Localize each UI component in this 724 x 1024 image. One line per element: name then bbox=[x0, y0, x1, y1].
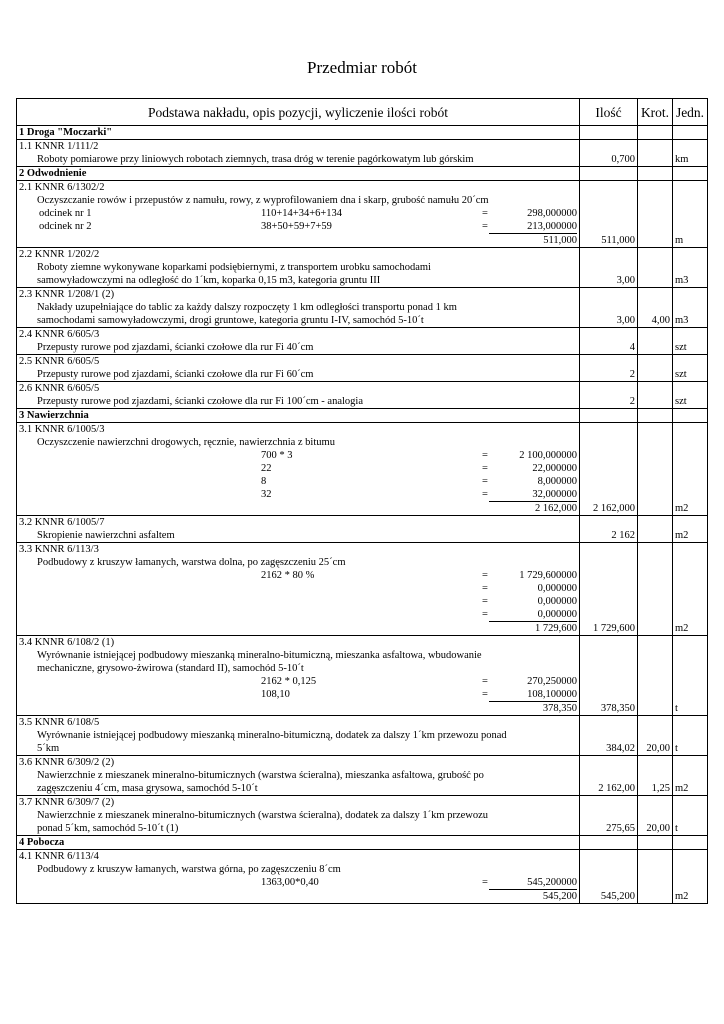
table-header bbox=[17, 99, 708, 126]
calc-row: 2162 * 0,125 = 270,250000 bbox=[261, 676, 577, 687]
position-desc: ponad 5´km, samochód 5-10´t (1) bbox=[17, 822, 580, 836]
position-code: 3.7 KNNR 6/309/7 (2) bbox=[17, 796, 580, 810]
position-code: 2.1 KNNR 6/1302/2 bbox=[17, 181, 580, 195]
position-desc: Skropienie nawierzchni asfaltem bbox=[17, 529, 580, 543]
position-unit: m2 bbox=[673, 889, 708, 904]
calc-row: odcinek nr 1 110+14+34+6+134 = 298,000000 bbox=[39, 208, 577, 219]
position-code: 3.6 KNNR 6/309/2 (2) bbox=[17, 756, 580, 770]
calc-row: 700 * 3 = 2 100,000000 bbox=[261, 450, 577, 461]
header-jedn: Jedn. bbox=[673, 99, 708, 126]
position-unit: m3 bbox=[673, 274, 708, 288]
calc-sum: 2 162,000 bbox=[489, 501, 577, 515]
position-qty: 275,65 bbox=[580, 822, 638, 836]
position-desc: Nakłady uzupełniające do tablic za każdy dalszy rozpoczęty 1 km odległości transportu ponad 1 km bbox=[17, 301, 580, 314]
page-title: Przedmiar robót bbox=[307, 58, 417, 77]
position-desc: Przepusty rurowe pod zjazdami, ścianki czołowe dla rur Fi 100´cm - analogia bbox=[17, 395, 580, 409]
position-unit: m2 bbox=[673, 501, 708, 516]
position-desc: zagęszczeniu 4´cm, masa grysowa, samochód 5-10´t bbox=[17, 782, 580, 796]
position-qty: 2 162,000 bbox=[580, 501, 638, 516]
position-unit: szt bbox=[673, 341, 708, 355]
calc-row: = 0,000000 bbox=[482, 596, 577, 607]
calc-row: 22 = 22,000000 bbox=[261, 463, 577, 474]
position-desc: Podbudowy z kruszyw łamanych, warstwa górna, po zagęszczeniu 8´cm bbox=[17, 863, 580, 876]
position-desc: Oczyszczenie nawierzchni drogowych, ręcznie, nawierzchnia z bitumu bbox=[17, 436, 580, 449]
position-qty: 545,200 bbox=[580, 889, 638, 904]
position-qty: 2 162 bbox=[580, 529, 638, 543]
position-desc: Roboty ziemne wykonywane koparkami podsiębiernymi, z transportem urobku samochodami bbox=[17, 261, 580, 274]
position-code: 3.2 KNNR 6/1005/7 bbox=[17, 516, 580, 530]
position-code: 2.6 KNNR 6/605/5 bbox=[17, 382, 580, 396]
position-code: 2.4 KNNR 6/605/3 bbox=[17, 328, 580, 342]
calc-row: 108,10 = 108,100000 bbox=[261, 689, 577, 700]
position-qty: 2 162,00 bbox=[580, 782, 638, 796]
calc-sum: 545,200 bbox=[489, 889, 577, 903]
position-unit: m2 bbox=[673, 782, 708, 796]
position-code: 3.3 KNNR 6/113/3 bbox=[17, 543, 580, 557]
position-desc: Nawierzchnie z mieszanek mineralno-bitumicznych (warstwa ścieralna), mieszanka asfaltowa, grubość po bbox=[17, 769, 580, 782]
position-unit: szt bbox=[673, 368, 708, 382]
header-krot: Krot. bbox=[638, 99, 673, 126]
position-qty: 384,02 bbox=[580, 742, 638, 756]
position-qty: 511,000 bbox=[580, 233, 638, 248]
calc-row: 8 = 8,000000 bbox=[261, 476, 577, 487]
position-desc: 5´km bbox=[17, 742, 580, 756]
position-qty: 2 bbox=[580, 395, 638, 409]
position-code: 3.1 KNNR 6/1005/3 bbox=[17, 423, 580, 437]
position-desc: Roboty pomiarowe przy liniowych robotach ziemnych, trasa dróg w terenie pagórkowatym lub górskim bbox=[17, 153, 580, 167]
position-desc: Oczyszczanie rowów i przepustów z namułu, rowy, z wyprofilowaniem dna i skarp, grubość namułu 20´cm bbox=[17, 194, 580, 207]
calc-row: 1363,00*0,40 = 545,200000 bbox=[261, 877, 577, 888]
position-desc: samowyładowczymi na odległość do 1´km, koparka 0,15 m3, kategoria gruntu III bbox=[17, 274, 580, 288]
calc-row: 32 = 32,000000 bbox=[261, 489, 577, 500]
position-desc: Wyrównanie istniejącej podbudowy mieszanką mineralno-bitumiczną, mieszanka asfaltowa, wbudowanie bbox=[17, 649, 580, 662]
position-unit: km bbox=[673, 153, 708, 167]
position-qty: 4 bbox=[580, 341, 638, 355]
position-unit: m2 bbox=[673, 529, 708, 543]
position-code: 3.5 KNNR 6/108/5 bbox=[17, 716, 580, 730]
position-code: 3.4 KNNR 6/108/2 (1) bbox=[17, 636, 580, 650]
section-title: 2 Odwodnienie bbox=[17, 167, 580, 181]
position-code: 4.1 KNNR 6/113/4 bbox=[17, 850, 580, 864]
position-code: 1.1 KNNR 1/111/2 bbox=[17, 140, 580, 154]
position-qty: 3,00 bbox=[580, 274, 638, 288]
calc-sum: 511,000 bbox=[489, 233, 577, 247]
position-desc: Przepusty rurowe pod zjazdami, ścianki czołowe dla rur Fi 40´cm bbox=[17, 341, 580, 355]
calc-sum: 1 729,600 bbox=[489, 621, 577, 635]
position-krot: 4,00 bbox=[638, 314, 673, 328]
calc-row: = 0,000000 bbox=[482, 609, 577, 620]
position-desc: Wyrównanie istniejącej podbudowy mieszanką mineralno-bitumiczną, dodatek za dalszy 1´km przewozu ponad bbox=[17, 729, 580, 742]
position-qty: 378,350 bbox=[580, 701, 638, 716]
position-unit: t bbox=[673, 742, 708, 756]
position-unit: t bbox=[673, 701, 708, 716]
position-desc: Podbudowy z kruszyw łamanych, warstwa dolna, po zagęszczeniu 25´cm bbox=[17, 556, 580, 569]
position-desc: samochodami samowyładowczymi, drogi gruntowe, kategoria gruntu I-IV, samochód 5-10´t bbox=[17, 314, 580, 328]
position-code: 2.3 KNNR 1/208/1 (2) bbox=[17, 288, 580, 302]
header-opis: Podstawa nakładu, opis pozycji, wyliczenie ilości robót bbox=[17, 99, 580, 126]
position-krot: 1,25 bbox=[638, 782, 673, 796]
section-title: 3 Nawierzchnia bbox=[17, 409, 580, 423]
position-unit: m3 bbox=[673, 314, 708, 328]
position-unit: szt bbox=[673, 395, 708, 409]
section-title: 4 Pobocza bbox=[17, 836, 580, 850]
cost-estimate-table bbox=[16, 98, 708, 904]
calc-row: odcinek nr 2 38+50+59+7+59 = 213,000000 bbox=[39, 221, 577, 232]
position-unit: m2 bbox=[673, 621, 708, 636]
position-qty: 0,700 bbox=[580, 153, 638, 167]
position-unit: m bbox=[673, 233, 708, 248]
position-qty: 1 729,600 bbox=[580, 621, 638, 636]
position-desc: mechaniczne, grysowo-żwirowa (standard II), samochód 5-10´t bbox=[17, 662, 580, 675]
position-qty: 3,00 bbox=[580, 314, 638, 328]
position-krot: 20,00 bbox=[638, 742, 673, 756]
position-desc: Nawierzchnie z mieszanek mineralno-bitumicznych (warstwa ścieralna), dodatek za dalszy 1´km przewozu bbox=[17, 809, 580, 822]
calc-row: = 0,000000 bbox=[482, 583, 577, 594]
position-qty: 2 bbox=[580, 368, 638, 382]
calc-row: 2162 * 80 % = 1 729,600000 bbox=[261, 570, 577, 581]
header-ilosc: Ilość bbox=[580, 99, 638, 126]
position-desc: Przepusty rurowe pod zjazdami, ścianki czołowe dla rur Fi 60´cm bbox=[17, 368, 580, 382]
position-krot: 20,00 bbox=[638, 822, 673, 836]
calc-sum: 378,350 bbox=[489, 701, 577, 715]
position-unit: t bbox=[673, 822, 708, 836]
position-code: 2.2 KNNR 1/202/2 bbox=[17, 248, 580, 262]
position-code: 2.5 KNNR 6/605/5 bbox=[17, 355, 580, 369]
section-title: 1 Droga "Moczarki" bbox=[17, 126, 580, 140]
